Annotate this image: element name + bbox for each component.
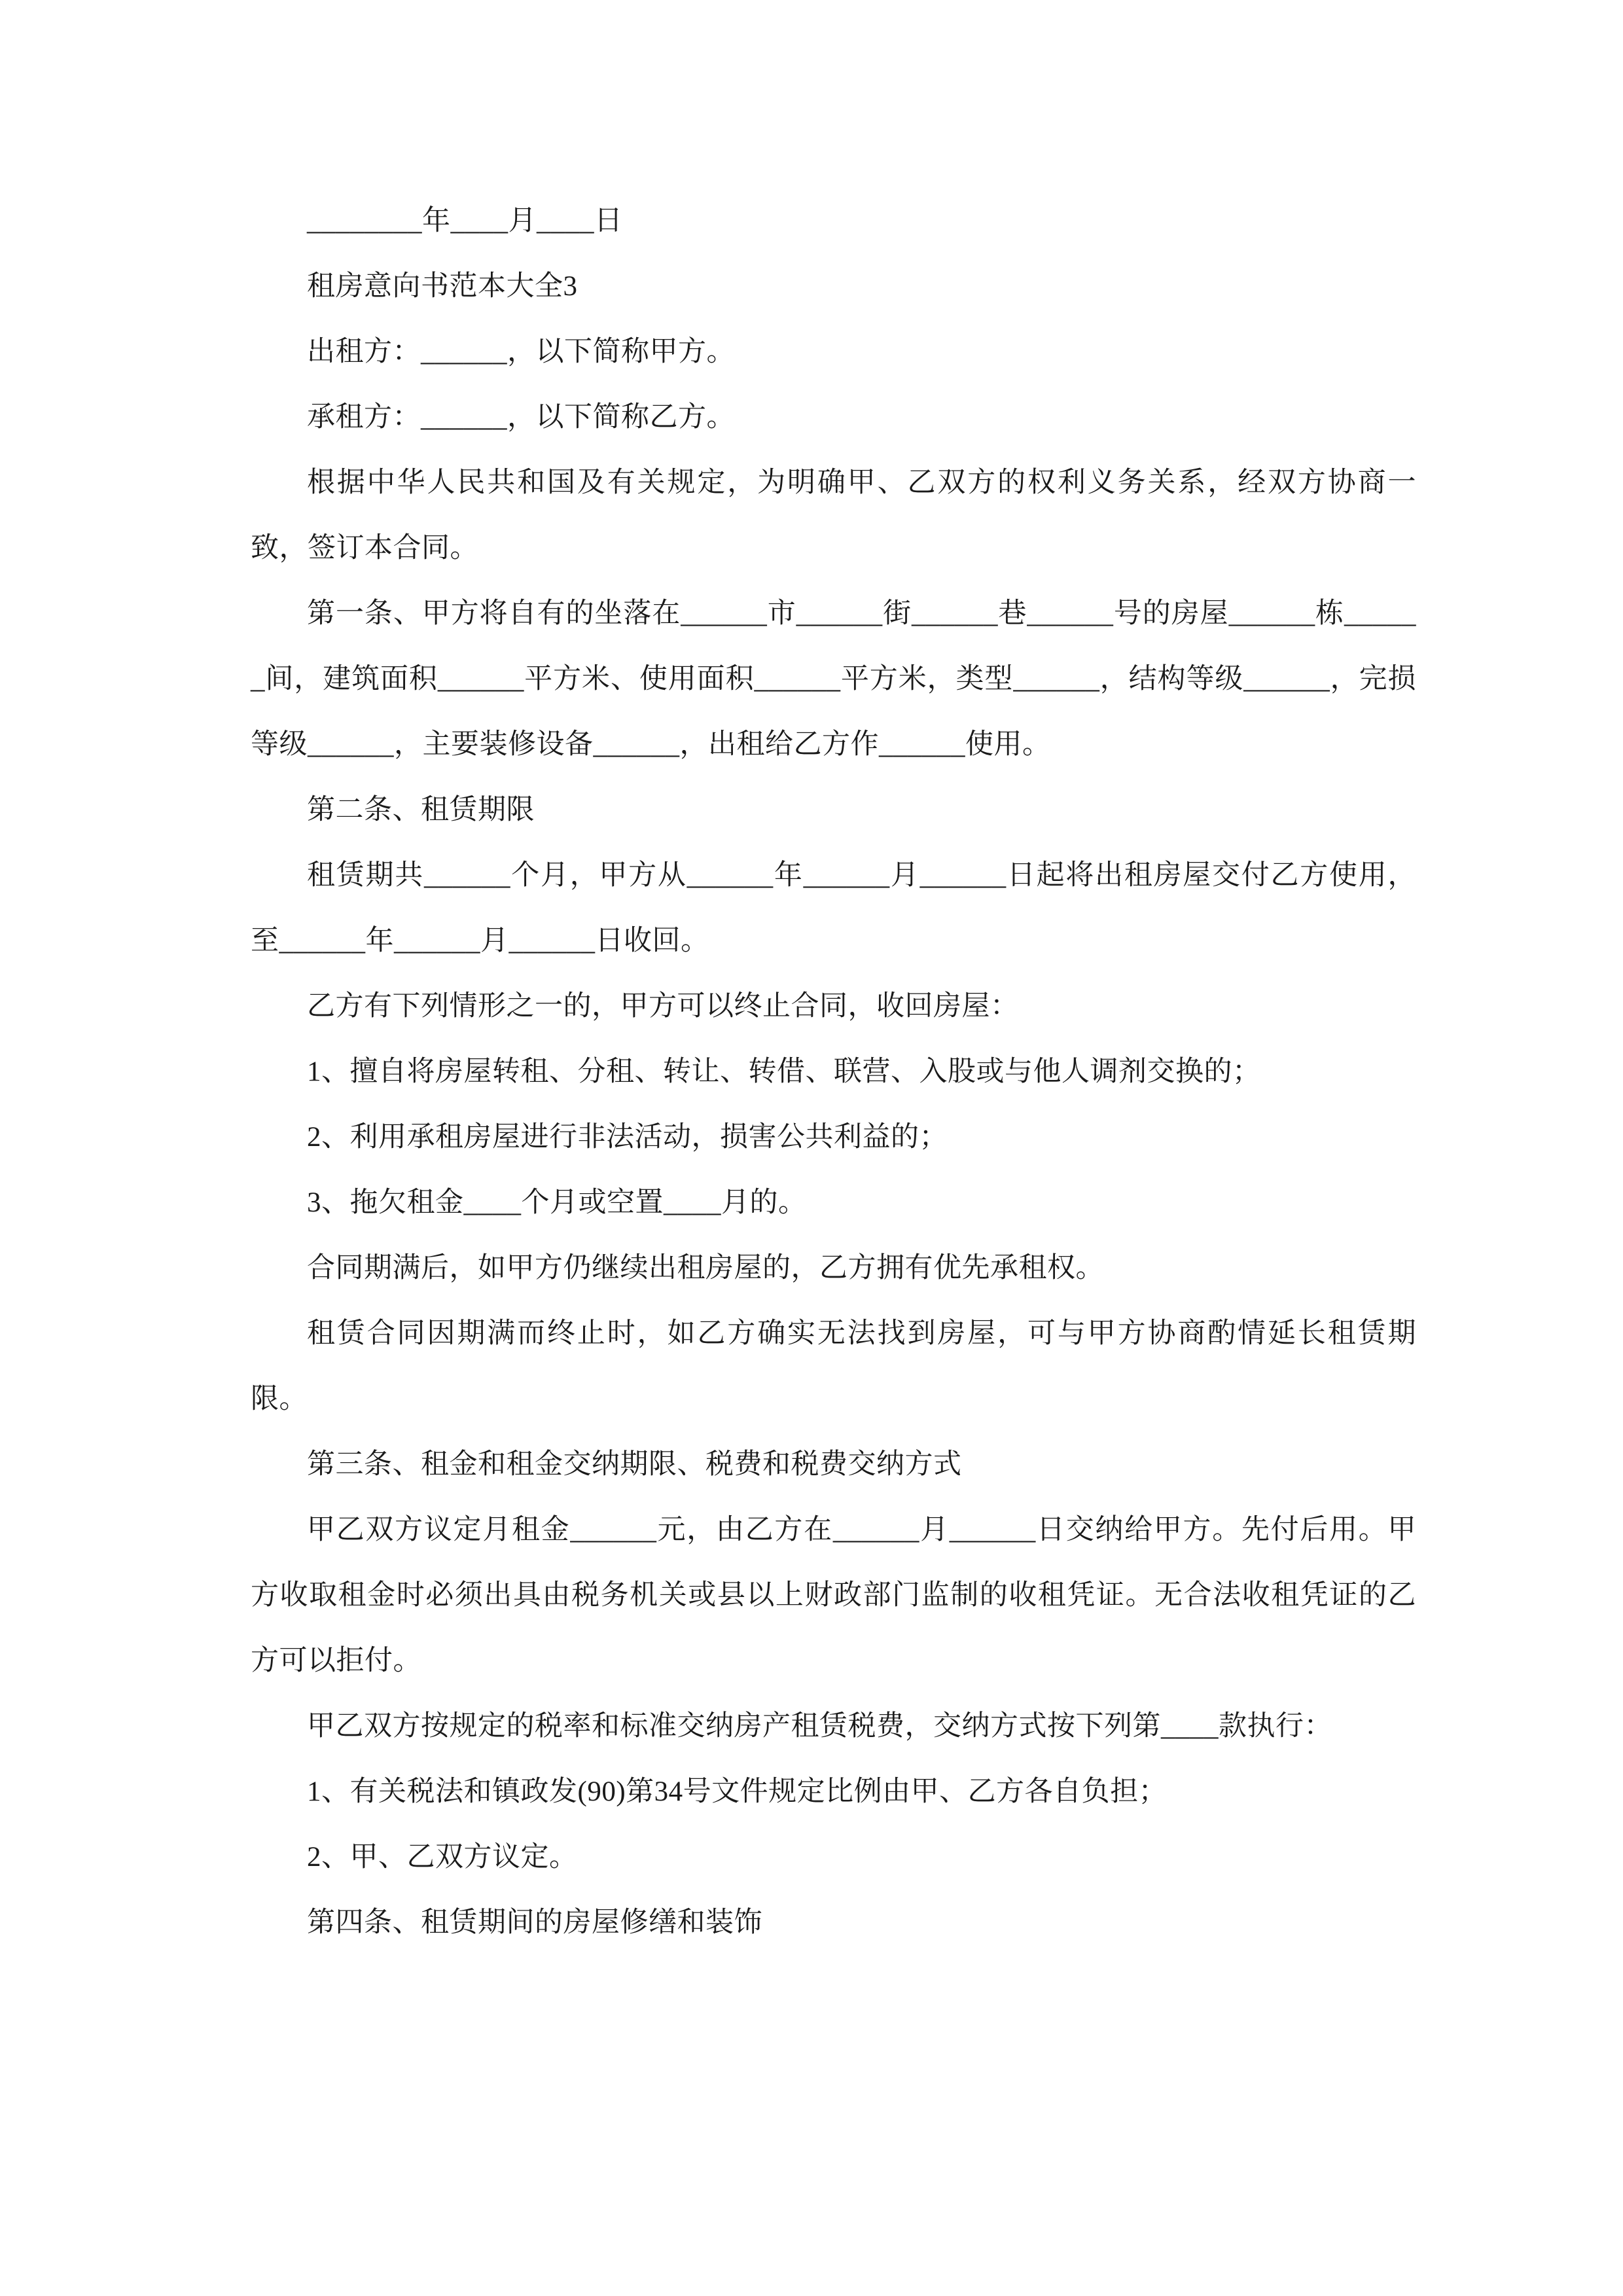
rent-payment-paragraph: 甲乙双方议定月租金______元，由乙方在______月______日交纳给甲方。先付后用。甲方收取租金时必须出具由税务机关或县以上财政部门监制的收租凭证。无合法收租凭证的乙方可以拒付。 <box>251 1515 1416 1676</box>
contract-body <box>251 188 1416 1956</box>
lessee-line: 承租方：______，以下简称乙方。 <box>307 402 735 433</box>
date-blank-line: ________年____月____日 <box>307 206 623 236</box>
termination-item-1: 1、擅自将房屋转租、分租、转让、转借、联营、入股或与他人调剂交换的； <box>307 1056 1261 1087</box>
article-1-paragraph: 第一条、甲方将自有的坐落在______市______街______巷______号的房屋______栋______间，建筑面积______平方米、使用面积______平方米，类型______，结构等级______，完损等级______，主要装修设备______，出租给乙方作______使用。 <box>251 598 1416 760</box>
extension-paragraph: 租赁合同因期满而终止时，如乙方确实无法找到房屋，可与甲方协商酌情延长租赁期限。 <box>251 1318 1416 1414</box>
document-title: 租房意向书范本大全3 <box>307 271 578 302</box>
lease-term-paragraph: 租赁期共______个月，甲方从______年______月______日起将出租房屋交付乙方使用，至______年______月______日收回。 <box>251 860 1416 956</box>
termination-item-2: 2、利用承租房屋进行非法活动，损害公共利益的； <box>307 1122 948 1153</box>
tax-item-1: 1、有关税法和镇政发(90)第34号文件规定比例由甲、乙方各自负担； <box>307 1776 1168 1807</box>
tax-payment-paragraph: 甲乙双方按规定的税率和标准交纳房产租赁税费，交纳方式按下列第____款执行： <box>307 1711 1332 1742</box>
lessor-line: 出租方：______，以下简称甲方。 <box>307 336 735 367</box>
preamble-paragraph: 根据中华人民共和国及有关规定，为明确甲、乙双方的权利义务关系，经双方协商一致，签订本合同。 <box>251 467 1416 564</box>
termination-intro-paragraph: 乙方有下列情形之一的，甲方可以终止合同，收回房屋： <box>307 991 1019 1022</box>
tax-item-2: 2、甲、乙双方议定。 <box>307 1842 578 1873</box>
termination-item-3: 3、拖欠租金____个月或空置____月的。 <box>307 1187 807 1218</box>
renewal-priority-paragraph: 合同期满后，如甲方仍继续出租房屋的，乙方拥有优先承租权。 <box>307 1253 1104 1283</box>
article-4-heading: 第四条、租赁期间的房屋修缮和装饰 <box>307 1907 762 1938</box>
article-2-heading: 第二条、租赁期限 <box>307 795 535 825</box>
article-3-heading: 第三条、租金和租金交纳期限、税费和税费交纳方式 <box>307 1449 962 1480</box>
